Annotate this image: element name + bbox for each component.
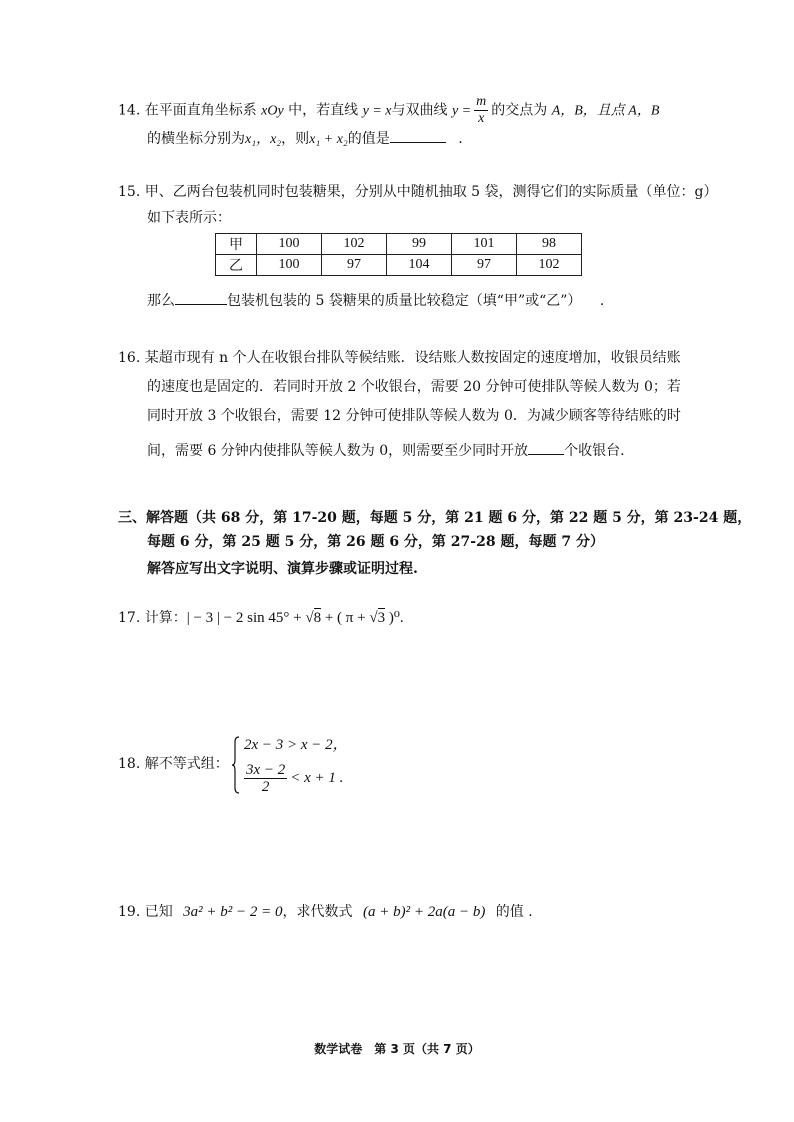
table-row-label: 甲 bbox=[216, 234, 257, 255]
q14-text: 中，若直线 bbox=[288, 102, 359, 119]
q19-label: 已知 bbox=[144, 904, 173, 920]
q15-line2: 如下表所示： bbox=[147, 210, 231, 226]
q16-line4 bbox=[147, 440, 625, 461]
q19-given: 3a² + b² − 2 = 0 bbox=[183, 904, 283, 920]
q19-line bbox=[118, 902, 533, 922]
q15-text: 那么 bbox=[147, 293, 175, 309]
q16-answer-blank[interactable] bbox=[528, 440, 564, 455]
q14-coord: xOy bbox=[261, 103, 284, 119]
q18-ineq2 bbox=[244, 762, 343, 795]
q15-number: 15. bbox=[118, 184, 141, 200]
q14-hyperbola-fraction: $\frac{m}{x}$ bbox=[476, 94, 487, 126]
table-cell: 102 bbox=[517, 255, 582, 276]
q17-number: 17. bbox=[118, 610, 141, 626]
q14-text: 与双曲线 bbox=[391, 102, 448, 119]
section3-title-cont: 每题 6 分，第 25 题 5 分，第 26 题 6 分，第 27-28 题，每题 7 分） bbox=[147, 534, 604, 550]
q14-sum: x₁ + x₂ bbox=[309, 132, 348, 147]
q19-number: 19. bbox=[118, 904, 141, 920]
q16-text: 个收银台. bbox=[564, 443, 625, 459]
table-cell: 99 bbox=[387, 234, 452, 255]
q14-x1x2: x₁，x₂ bbox=[245, 132, 282, 147]
q18-label: 解不等式组： bbox=[144, 756, 229, 772]
table-cell: 102 bbox=[322, 234, 387, 255]
q14-points: A，B，且点 A，B bbox=[551, 103, 660, 119]
table-row bbox=[216, 255, 582, 276]
q19-text: 的值 . bbox=[495, 904, 533, 920]
q14-text: 的交点为 bbox=[491, 102, 548, 119]
q17-line bbox=[118, 608, 404, 628]
q17-sqrt8: 8 bbox=[313, 610, 322, 626]
table-cell: 100 bbox=[257, 255, 322, 276]
q16-number: 16. bbox=[118, 350, 141, 366]
q17-expr: + ( π + bbox=[321, 610, 370, 626]
q17-expr: )⁰. bbox=[385, 610, 404, 626]
table-cell: 100 bbox=[257, 234, 322, 255]
table-cell: 104 bbox=[387, 255, 452, 276]
q14-text: 的横坐标分别为 bbox=[147, 131, 245, 147]
q18-ineq2-rhs: < x + 1 . bbox=[290, 769, 344, 786]
table-row-label: 乙 bbox=[216, 255, 257, 276]
q14-line-eq: y = x bbox=[362, 103, 392, 119]
q14-text: ，则 bbox=[281, 131, 310, 147]
q16-line2: 的速度也是固定的．若同时开放 2 个收银台，需要 20 分钟可使排队等候人数为 0；若 bbox=[147, 379, 681, 395]
q14-line2: 的横坐标分别为x₁，x₂，则x₁ + x₂的值是 . bbox=[147, 128, 463, 150]
q15-answer-blank[interactable] bbox=[175, 290, 227, 305]
q14-answer-blank[interactable] bbox=[390, 128, 446, 143]
q16-line1 bbox=[118, 348, 681, 368]
q17-expr: | − 3 | − 2 sin 45° + bbox=[186, 610, 306, 626]
q17-sqrt3: 3 bbox=[377, 610, 386, 626]
q16-text: 某超市现有 n 个人在收银台排队等候结账．设结账人数按固定的速度增加，收银员结账 bbox=[144, 350, 681, 366]
q18-label-line bbox=[118, 754, 229, 774]
q15-text: 包装机包装的 5 袋糖果的质量比较稳定（填“甲”或“乙”） bbox=[227, 293, 582, 309]
q16-text: 间，需要 6 分钟内使排队等候人数为 0，则需要至少同时开放 bbox=[147, 443, 529, 459]
table-cell: 101 bbox=[452, 234, 517, 255]
table-row bbox=[216, 234, 582, 255]
sqrt-icon: √ bbox=[369, 610, 378, 626]
page-footer: 数学试卷 第 3 页（共 7 页） bbox=[314, 1042, 480, 1056]
q15-line3: 那么 包装机包装的 5 袋糖果的质量比较稳定（填“甲”或“乙”） . bbox=[147, 290, 604, 311]
q15-line1 bbox=[118, 182, 718, 202]
q15-mass-table bbox=[215, 233, 582, 276]
section3-instruction: 解答应写出文字说明、演算步骤或证明过程. bbox=[147, 561, 418, 577]
q14-text: 的值是 bbox=[347, 131, 390, 147]
q18-number: 18. bbox=[118, 756, 141, 772]
q19-text: ，求代数式 bbox=[282, 904, 353, 920]
q14-number: 14. bbox=[118, 102, 141, 119]
table-cell: 97 bbox=[322, 255, 387, 276]
q14-line1 bbox=[118, 94, 659, 127]
table-cell: 98 bbox=[517, 234, 582, 255]
q18-fraction: $\frac{3x - 2}{2}$ bbox=[246, 762, 286, 795]
q16-line3: 同时开放 3 个收银台，需要 12 分钟可使排队等候人数为 0．为减少顾客等待结账的时 bbox=[147, 408, 681, 424]
q14-hyp-lhs: y = bbox=[451, 103, 472, 119]
q15-text: 甲、乙两台包装机同时包装糖果，分别从中随机抽取 5 袋，测得它们的实际质量（单位：g） bbox=[144, 184, 718, 200]
q17-label: 计算： bbox=[144, 610, 187, 626]
sqrt-icon: √ bbox=[305, 610, 314, 626]
table-cell: 97 bbox=[452, 255, 517, 276]
q18-ineq1: 2x − 3 > x − 2， bbox=[244, 737, 348, 753]
left-brace-icon bbox=[232, 736, 240, 794]
section3-title: 三、解答题（共 68 分，第 17-20 题，每题 5 分，第 21 题 6 分，第 22 题 5 分，第 23-24 题， bbox=[118, 510, 752, 526]
q14-text: 在平面直角坐标系 bbox=[144, 102, 257, 119]
q19-expr: (a + b)² + 2a(a − b) bbox=[363, 904, 486, 920]
